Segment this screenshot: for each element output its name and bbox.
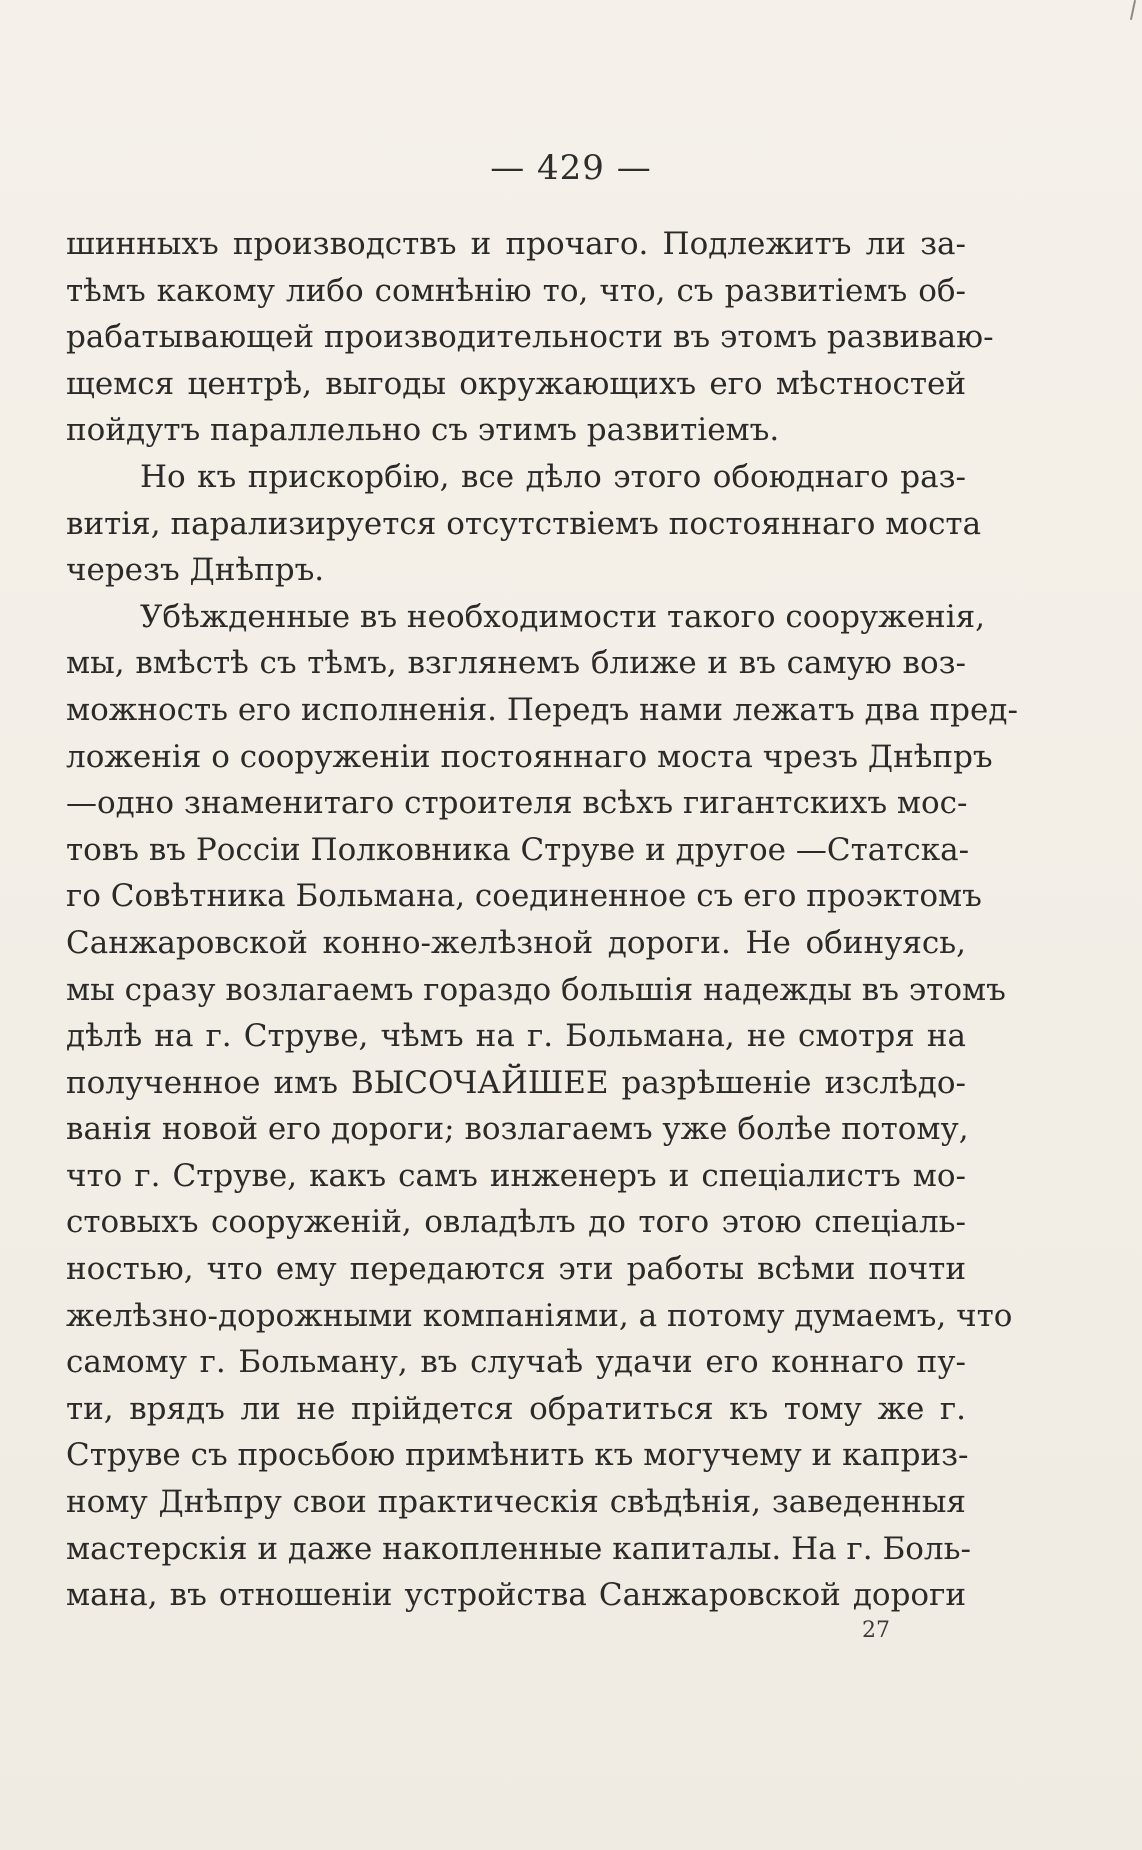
text-line: ложенія о сооруженіи постояннаго моста чрезъ Днѣпръ <box>66 738 993 775</box>
text-line: ностью, что ему передаются эти работы всѣми почти <box>66 1251 966 1288</box>
page-number: — 429 — <box>490 148 652 188</box>
text-line: желѣзно-дорожными компаніями, а потому думаемъ, что <box>66 1297 1013 1334</box>
text-line: стовыхъ сооруженій, овладѣлъ до того этою спеціаль- <box>66 1204 966 1241</box>
text-line: мы сразу возлагаемъ гораздо большія надежды въ этомъ <box>66 971 1006 1008</box>
text-line: тѣмъ какому либо сомнѣнію то, что, съ развитіемъ об- <box>66 272 966 309</box>
text-line: го Совѣтника Больмана, соединенное съ его проэктомъ <box>66 878 982 915</box>
page-edge-mark <box>1130 0 1136 20</box>
text-line: Струве съ просьбою примѣнить къ могучему и каприз- <box>66 1437 969 1474</box>
text-line: ванія новой его дороги; возлагаемъ уже болѣе потому, <box>66 1111 969 1148</box>
text-line: можность его исполненія. Передъ нами лежатъ два пред- <box>66 691 1018 728</box>
text-line: самому г. Больману, въ случаѣ удачи его коннаго пу- <box>66 1344 966 1381</box>
text-line: —одно знаменитаго строителя всѣхъ гигантскихъ мос- <box>66 785 968 822</box>
text-line: черезъ Днѣпръ. <box>66 552 325 589</box>
text-line: Санжаровской конно-желѣзной дороги. Не обинуясь, <box>66 924 966 961</box>
text-line: рабатывающей производительности въ этомъ развиваю- <box>66 319 994 356</box>
text-line: шинныхъ производствъ и прочаго. Подлежитъ ли за- <box>66 226 966 262</box>
text-line: пойдутъ параллельно съ этимъ развитіемъ. <box>66 412 780 449</box>
text-line: ному Днѣпру свои практическія свѣдѣнія, заведенныя <box>66 1484 966 1521</box>
text-line: ти, врядъ ли не прійдется обратиться къ тому же г. <box>66 1390 966 1427</box>
text-line: полученное имъ ВЫСОЧАЙШЕЕ разрѣшеніе изслѣдо- <box>66 1064 966 1101</box>
text-line: щемся центрѣ, выгоды окружающихъ его мѣстностей <box>66 365 966 402</box>
text-line: дѣлѣ на г. Струве, чѣмъ на г. Больмана, не смотря на <box>66 1018 966 1055</box>
text-line: мана, въ отношеніи устройства Санжаровской дороги <box>66 1577 966 1614</box>
body-text <box>66 221 1018 1619</box>
text-line: витія, парализируется отсутствіемъ постояннаго моста <box>66 505 982 542</box>
text-line: мастерскія и даже накопленные капиталы. На г. Боль- <box>66 1530 971 1567</box>
text-line: Но къ прискорбію, все дѣло этого обоюднаго раз- <box>140 458 966 495</box>
text-line: что г. Струве, какъ самъ инженеръ и спеціалистъ мо- <box>66 1157 966 1194</box>
text-line: товъ въ Россіи Полковника Струве и другое —Статска- <box>66 831 970 868</box>
text-line: мы, вмѣстѣ съ тѣмъ, взглянемъ ближе и въ самую воз- <box>66 645 966 682</box>
signature-mark: 27 <box>862 1618 890 1643</box>
text-line: Убѣжденные въ необходимости такого сооруженія, <box>140 598 986 635</box>
